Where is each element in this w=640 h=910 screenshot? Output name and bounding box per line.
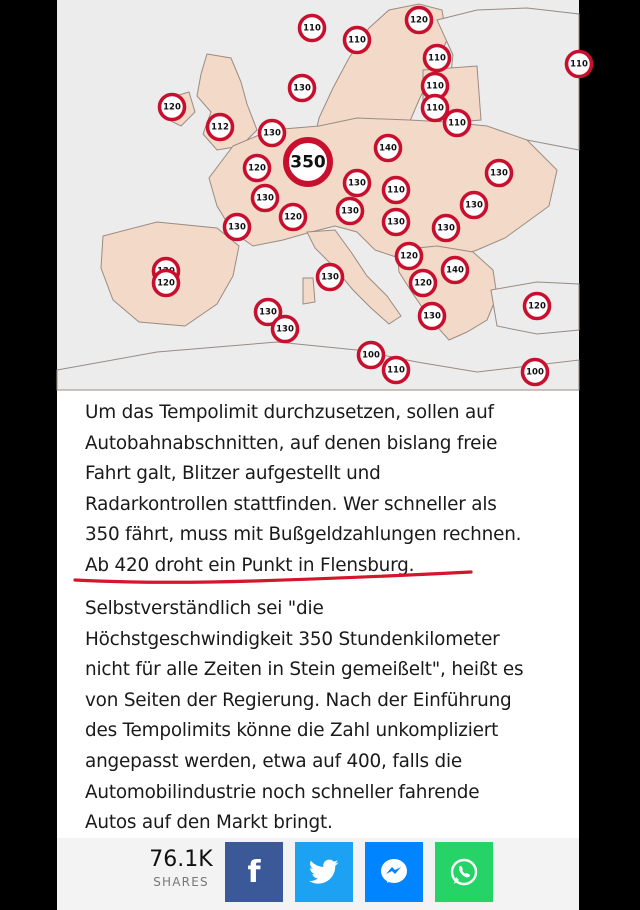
speed-limit-sign <box>273 317 298 342</box>
article-paragraph-1 <box>85 398 565 582</box>
speed-limit-sign <box>260 121 285 146</box>
speed-limit-sign <box>290 76 315 101</box>
speed-limit-label: 100 <box>362 350 380 361</box>
article-paragraph-2 <box>85 594 565 839</box>
speed-limit-sign <box>443 258 468 283</box>
speed-limit-sign <box>384 210 409 235</box>
para1-line: Fahrt galt, Blitzer aufgestellt und <box>85 463 381 485</box>
para1-line: 350 fährt, muss mit Bußgeldzahlungen rechnen. <box>85 524 522 546</box>
para1-line-highlighted: Ab 420 droht ein Punkt in Flensburg. <box>85 554 415 576</box>
speed-limit-label: 110 <box>426 81 444 92</box>
facebook-share-button[interactable] <box>225 842 283 902</box>
speed-limit-label: 120 <box>284 212 302 223</box>
speed-limit-label: 130 <box>256 193 274 204</box>
speed-limit-sign <box>253 186 278 211</box>
speed-limit-sign <box>523 360 548 385</box>
speed-limit-label: 130 <box>348 178 366 189</box>
speed-limit-label: 100 <box>526 367 544 378</box>
para2-line: Höchstgeschwindigkeit 350 Stundenkilometer <box>85 628 500 650</box>
speed-limit-label: 140 <box>446 265 464 276</box>
speed-limit-label: 130 <box>228 222 246 233</box>
speed-limit-label: 130 <box>387 217 405 228</box>
facebook-icon: f <box>247 854 261 890</box>
article-card <box>57 0 588 910</box>
speed-limit-label: 110 <box>387 185 405 196</box>
speed-limit-label: 140 <box>379 143 397 154</box>
messenger-icon <box>378 856 410 888</box>
speed-limit-label: 110 <box>570 59 588 70</box>
speed-limit-label: 110 <box>426 103 444 114</box>
speed-limit-sign <box>425 46 450 71</box>
speed-limit-label: 120 <box>410 15 428 26</box>
speed-limit-sign <box>407 8 432 33</box>
speed-limit-sign <box>376 136 401 161</box>
speed-limit-label: 110 <box>348 35 366 46</box>
speed-limit-sign <box>411 271 436 296</box>
speed-limit-label: 120 <box>163 102 181 113</box>
speed-limit-sign <box>384 178 409 203</box>
speed-limit-label: 130 <box>259 307 277 318</box>
speed-limit-sign <box>434 216 459 241</box>
para2-line: angepasst werden, etwa auf 400, falls die <box>85 750 463 772</box>
speed-limit-sign <box>286 140 330 184</box>
speed-limit-sign <box>225 215 250 240</box>
speed-limit-label: 130 <box>321 272 339 283</box>
para1-line: Radarkontrollen stattfinden. Wer schneller als <box>85 493 497 515</box>
speed-limit-sign <box>154 271 179 296</box>
twitter-bird-icon <box>309 859 339 885</box>
speed-limit-sign <box>423 96 448 121</box>
speed-limit-sign <box>359 343 384 368</box>
speed-limit-sign <box>567 52 592 77</box>
speed-limit-label: 110 <box>387 365 405 376</box>
messenger-share-button[interactable] <box>365 842 423 902</box>
para2-line: nicht für alle Zeiten in Stein gemeißelt", heißt es <box>85 659 524 681</box>
speed-limit-label: 350 <box>290 152 326 173</box>
para2-line: Selbstverständlich sei "die <box>85 598 324 619</box>
speed-limit-sign <box>245 156 270 181</box>
speed-limit-sign <box>338 199 363 224</box>
para2-line: von Seiten der Regierung. Nach der Einführung <box>85 689 512 711</box>
share-bar <box>57 838 579 910</box>
speed-limit-sign <box>300 16 325 41</box>
speed-limit-sign <box>281 205 306 230</box>
land-sardinia <box>303 278 315 304</box>
para1-line: Um das Tempolimit durchzusetzen, sollen auf <box>85 402 494 423</box>
speed-limit-sign <box>420 304 445 329</box>
twitter-share-button[interactable] <box>295 842 353 902</box>
para2-line: des Tempolimits könne die Zahl unkompliziert <box>85 720 499 742</box>
speed-limit-label: 130 <box>263 128 281 139</box>
speed-limit-sign <box>208 115 233 140</box>
para1-line: Autobahnabschnitten, auf denen bislang freie <box>85 432 498 454</box>
whatsapp-icon <box>448 856 480 888</box>
speed-limit-sign <box>462 193 487 218</box>
speed-limit-sign <box>318 265 343 290</box>
speed-limit-sign <box>345 171 370 196</box>
share-counter <box>141 846 221 890</box>
speed-limit-label: 130 <box>437 223 455 234</box>
para2-line: Autos auf den Markt bringt. <box>85 812 333 834</box>
speed-limit-sign <box>445 111 470 136</box>
speed-limit-label: 130 <box>276 324 294 335</box>
speed-limit-label: 130 <box>490 168 508 179</box>
whatsapp-share-button[interactable] <box>435 842 493 902</box>
speed-limit-label: 120 <box>157 278 175 289</box>
para2-line: Automobilindustrie noch schneller fahrende <box>85 781 480 803</box>
speed-limit-sign <box>397 244 422 269</box>
speed-limit-label: 130 <box>293 83 311 94</box>
share-count: 76.1K <box>149 847 213 872</box>
europe-speed-limit-map <box>57 0 588 390</box>
speed-limit-sign <box>487 161 512 186</box>
speed-limit-label: 130 <box>465 200 483 211</box>
speed-limit-label: 110 <box>303 23 321 34</box>
red-underline-marker <box>73 568 473 592</box>
speed-limit-label: 130 <box>423 311 441 322</box>
speed-limit-label: 110 <box>428 53 446 64</box>
speed-limit-label: 120 <box>400 251 418 262</box>
speed-limit-sign <box>525 294 550 319</box>
speed-limit-sign <box>384 358 409 383</box>
speed-limit-sign <box>160 95 185 120</box>
speed-limit-label: 120 <box>248 163 266 174</box>
speed-limit-label: 120 <box>528 301 546 312</box>
speed-limit-label: 112 <box>211 122 229 133</box>
share-label: SHARES <box>153 875 209 889</box>
speed-limit-label: 110 <box>448 118 466 129</box>
speed-limit-label: 130 <box>341 206 359 217</box>
speed-limit-sign <box>345 28 370 53</box>
speed-limit-label: 120 <box>414 278 432 289</box>
